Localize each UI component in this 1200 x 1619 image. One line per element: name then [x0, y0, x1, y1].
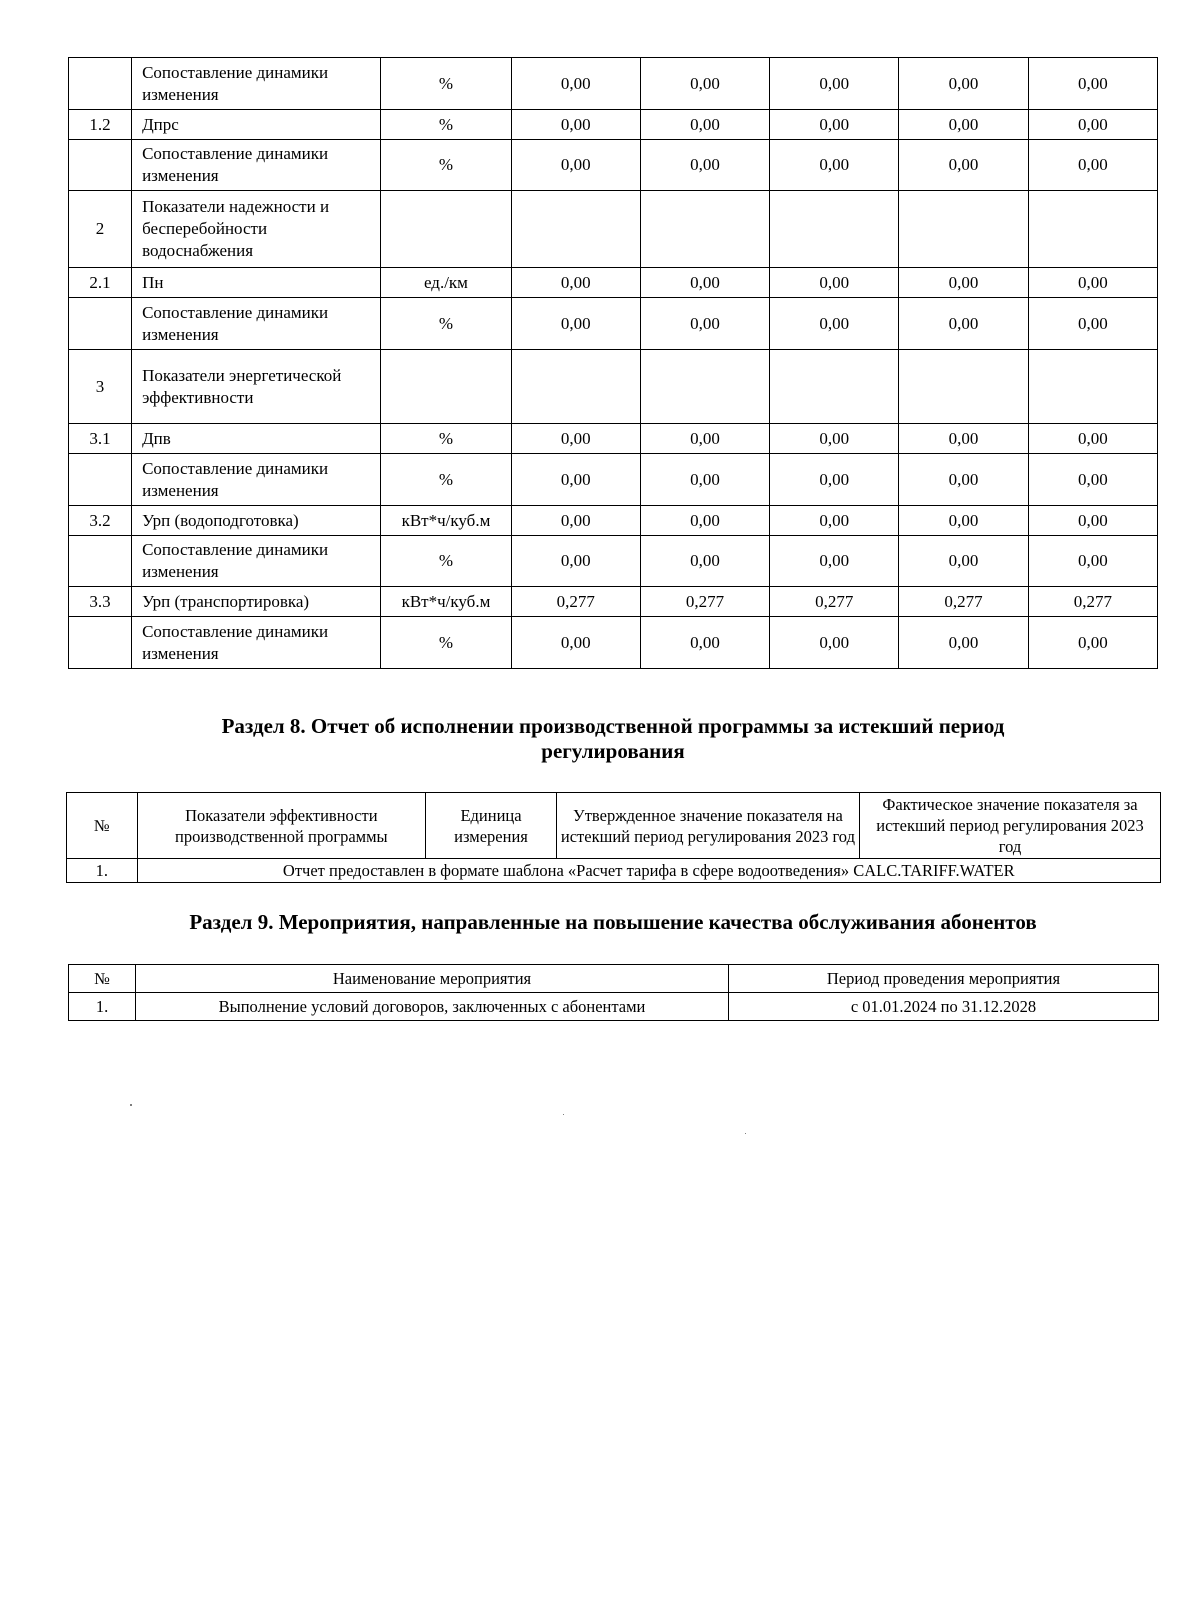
indicator-name: Сопоставление динамики изменения — [132, 298, 381, 350]
header-event-name: Наименование мероприятия — [136, 965, 729, 993]
indicator-unit — [381, 191, 511, 268]
section-8-title — [68, 714, 1158, 764]
indicator-value: 0,00 — [770, 506, 899, 536]
indicator-value: 0,00 — [1028, 298, 1157, 350]
indicator-value: 0,00 — [770, 140, 899, 191]
indicator-unit — [381, 350, 511, 424]
indicator-unit: % — [381, 140, 511, 191]
scan-speck — [130, 1104, 132, 1106]
indicator-row — [69, 536, 1158, 587]
indicator-unit: ед./км — [381, 268, 511, 298]
indicator-num — [69, 536, 132, 587]
indicator-value — [640, 191, 769, 268]
indicator-value: 0,00 — [770, 58, 899, 110]
indicator-value: 0,00 — [640, 617, 769, 669]
indicator-value: 0,00 — [899, 140, 1028, 191]
indicators-table-body — [69, 58, 1158, 669]
section-8-header-row — [67, 793, 1161, 859]
indicator-value: 0,00 — [899, 536, 1028, 587]
indicator-num — [69, 298, 132, 350]
section-8-row — [67, 859, 1161, 883]
indicator-value: 0,00 — [1028, 617, 1157, 669]
indicator-unit: % — [381, 58, 511, 110]
indicator-value: 0,00 — [511, 536, 640, 587]
indicator-name: Показатели надежности и бесперебойности водоснабжения — [132, 191, 381, 268]
indicator-value: 0,00 — [899, 617, 1028, 669]
header-num: № — [67, 793, 138, 859]
indicator-value: 0,00 — [1028, 424, 1157, 454]
indicator-value: 0,00 — [1028, 536, 1157, 587]
indicator-row — [69, 140, 1158, 191]
section-9-row — [69, 993, 1159, 1021]
indicator-value: 0,00 — [770, 424, 899, 454]
indicator-num — [69, 454, 132, 506]
row-num: 1. — [69, 993, 136, 1021]
indicator-row — [69, 110, 1158, 140]
indicator-num: 3.1 — [69, 424, 132, 454]
indicator-value: 0,00 — [640, 298, 769, 350]
indicator-name: Сопоставление динамики изменения — [132, 617, 381, 669]
section-8-title-line2: регулирования — [541, 739, 685, 763]
indicator-value: 0,277 — [511, 587, 640, 617]
indicator-value — [770, 191, 899, 268]
indicator-unit: % — [381, 110, 511, 140]
indicator-name: Сопоставление динамики изменения — [132, 454, 381, 506]
section-9-header-row — [69, 965, 1159, 993]
indicator-value: 0,00 — [640, 506, 769, 536]
indicator-value: 0,00 — [899, 298, 1028, 350]
indicator-value: 0,00 — [770, 617, 899, 669]
indicator-unit: % — [381, 617, 511, 669]
indicator-row — [69, 506, 1158, 536]
indicator-row — [69, 587, 1158, 617]
indicator-value: 0,00 — [640, 536, 769, 587]
indicator-value: 0,00 — [640, 140, 769, 191]
row-text: Отчет предоставлен в формате шаблона «Расчет тарифа в сфере водоотведения» CALC.TARIFF.WATER — [137, 859, 1160, 883]
indicator-row — [69, 58, 1158, 110]
row-period: с 01.01.2024 по 31.12.2028 — [729, 993, 1159, 1021]
indicator-unit: % — [381, 454, 511, 506]
indicator-value: 0,00 — [899, 110, 1028, 140]
scan-speck — [745, 1133, 746, 1134]
row-event-name: Выполнение условий договоров, заключенных с абонентами — [136, 993, 729, 1021]
indicator-name: Показатели энергетической эффективности — [132, 350, 381, 424]
indicator-row — [69, 424, 1158, 454]
indicator-unit: % — [381, 298, 511, 350]
indicator-value: 0,00 — [640, 454, 769, 506]
indicator-value: 0,00 — [770, 298, 899, 350]
indicator-value — [1028, 191, 1157, 268]
indicator-value: 0,00 — [770, 454, 899, 506]
header-indicator: Показатели эффективности производственной программы — [137, 793, 426, 859]
indicator-value: 0,277 — [640, 587, 769, 617]
indicator-num: 3.3 — [69, 587, 132, 617]
indicator-value: 0,00 — [511, 424, 640, 454]
indicator-num: 2.1 — [69, 268, 132, 298]
indicator-value — [899, 191, 1028, 268]
indicator-value — [899, 350, 1028, 424]
indicator-value: 0,00 — [899, 424, 1028, 454]
indicators-table — [68, 57, 1158, 669]
indicator-value: 0,277 — [1028, 587, 1157, 617]
indicator-value: 0,00 — [640, 268, 769, 298]
indicator-value: 0,00 — [511, 298, 640, 350]
header-period: Период проведения мероприятия — [729, 965, 1159, 993]
indicator-value: 0,277 — [899, 587, 1028, 617]
indicator-name: Пн — [132, 268, 381, 298]
indicator-num — [69, 58, 132, 110]
indicator-num: 1.2 — [69, 110, 132, 140]
indicator-value — [640, 350, 769, 424]
indicator-value: 0,00 — [640, 58, 769, 110]
indicator-value: 0,00 — [640, 424, 769, 454]
indicator-value: 0,00 — [1028, 110, 1157, 140]
indicator-value: 0,00 — [511, 58, 640, 110]
indicator-value: 0,00 — [511, 506, 640, 536]
header-actual: Фактическое значение показателя за истекший период регулирования 2023 год — [859, 793, 1160, 859]
indicator-value: 0,00 — [511, 268, 640, 298]
section-8-title-line1: Раздел 8. Отчет об исполнении производственной программы за истекший период — [221, 714, 1005, 738]
indicator-unit: % — [381, 536, 511, 587]
indicator-value: 0,00 — [770, 110, 899, 140]
indicator-value: 0,00 — [899, 268, 1028, 298]
indicator-value: 0,00 — [1028, 268, 1157, 298]
indicator-value: 0,00 — [770, 268, 899, 298]
indicator-value: 0,00 — [511, 110, 640, 140]
indicator-value: 0,00 — [899, 506, 1028, 536]
indicator-value: 0,00 — [1028, 506, 1157, 536]
indicator-value — [511, 191, 640, 268]
indicator-value — [1028, 350, 1157, 424]
indicator-value: 0,00 — [899, 58, 1028, 110]
indicator-value: 0,00 — [1028, 58, 1157, 110]
header-num: № — [69, 965, 136, 993]
indicator-num: 3.2 — [69, 506, 132, 536]
row-num: 1. — [67, 859, 138, 883]
indicator-row — [69, 191, 1158, 268]
section-9-title: Раздел 9. Мероприятия, направленные на повышение качества обслуживания абонентов — [189, 910, 1037, 934]
indicator-value: 0,00 — [770, 536, 899, 587]
section-9-table — [68, 964, 1159, 1021]
indicator-unit: кВт*ч/куб.м — [381, 506, 511, 536]
indicator-name: Дпв — [132, 424, 381, 454]
indicator-value: 0,00 — [511, 140, 640, 191]
indicator-name: Сопоставление динамики изменения — [132, 58, 381, 110]
indicator-unit: % — [381, 424, 511, 454]
section-8-table — [66, 792, 1161, 883]
indicator-num: 3 — [69, 350, 132, 424]
indicator-name: Сопоставление динамики изменения — [132, 536, 381, 587]
header-approved: Утвержденное значение показателя на истекший период регулирования 2023 год — [556, 793, 859, 859]
indicator-num — [69, 140, 132, 191]
indicator-name: Урп (транспортировка) — [132, 587, 381, 617]
indicator-value: 0,00 — [511, 617, 640, 669]
indicator-value: 0,00 — [1028, 140, 1157, 191]
header-unit: Единица измерения — [426, 793, 557, 859]
indicator-name: Урп (водоподготовка) — [132, 506, 381, 536]
indicator-value — [511, 350, 640, 424]
indicator-value: 0,00 — [640, 110, 769, 140]
scan-speck — [563, 1114, 564, 1115]
indicator-row — [69, 350, 1158, 424]
indicator-unit: кВт*ч/куб.м — [381, 587, 511, 617]
indicator-name: Сопоставление динамики изменения — [132, 140, 381, 191]
indicator-name: Дпрс — [132, 110, 381, 140]
indicator-row — [69, 454, 1158, 506]
indicator-num: 2 — [69, 191, 132, 268]
indicator-value: 0,00 — [1028, 454, 1157, 506]
indicator-row — [69, 298, 1158, 350]
indicator-row — [69, 268, 1158, 298]
indicator-value: 0,00 — [899, 454, 1028, 506]
indicator-value: 0,00 — [511, 454, 640, 506]
indicator-num — [69, 617, 132, 669]
indicator-row — [69, 617, 1158, 669]
indicator-value: 0,277 — [770, 587, 899, 617]
indicator-value — [770, 350, 899, 424]
